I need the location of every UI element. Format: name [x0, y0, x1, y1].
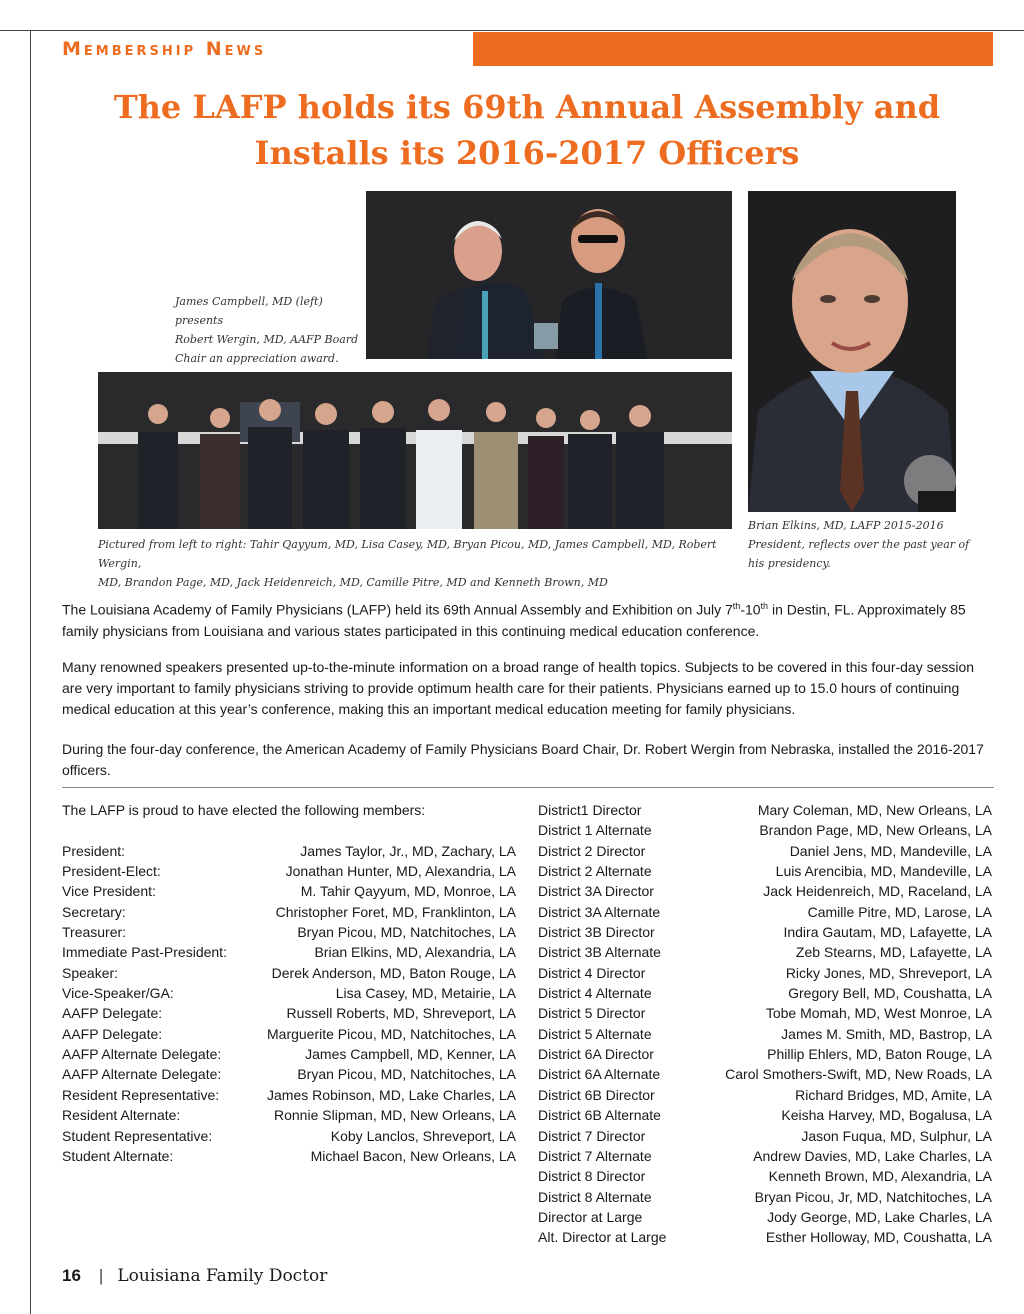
district-row: [538, 963, 992, 983]
officer-row-name: Lisa Casey, MD, Metairie, LA: [335, 985, 516, 1002]
headline-line-1: The LAFP holds its 69th Annual Assembly and: [113, 88, 941, 126]
group-photo: [98, 372, 732, 529]
left-margin-rule: [30, 30, 31, 1314]
officer-row-role: Secretary:: [62, 903, 126, 920]
officer-row-role: President:: [62, 842, 126, 859]
officer-row: [62, 1003, 516, 1023]
officer-row-name: Christopher Foret, MD, Franklinton, LA: [275, 903, 516, 920]
officer-row: [62, 963, 516, 983]
district-row-name: Zeb Stearns, MD, Lafayette, LA: [795, 944, 992, 961]
district-row-name: Daniel Jens, MD, Mandeville, LA: [789, 842, 992, 859]
district-row: [538, 1024, 992, 1044]
district-row-role: District 3B Alternate: [538, 944, 661, 961]
district-row: [538, 922, 992, 942]
officer-row-role: Resident Alternate:: [62, 1107, 181, 1124]
district-row: [538, 902, 992, 922]
district-row-name: James M. Smith, MD, Bastrop, LA: [781, 1025, 992, 1042]
district-row-role: District 6B Alternate: [538, 1107, 661, 1124]
officer-row: [62, 841, 516, 861]
district-row-role: District 6B Director: [538, 1086, 655, 1103]
district-row-name: Carol Smothers-Swift, MD, New Roads, LA: [725, 1066, 992, 1083]
district-row-name: Phillip Ehlers, MD, Baton Rouge, LA: [767, 1046, 992, 1063]
district-row-role: District 7 Alternate: [538, 1147, 652, 1164]
district-row-role: District 3A Alternate: [538, 903, 661, 920]
officer-row: [62, 922, 516, 942]
district-row: [538, 1207, 992, 1227]
officers-list: [62, 800, 516, 1166]
article-paragraph-1: The Louisiana Academy of Family Physicians (LAFP) held its 69th Annual Assembly and Exhibition on July 7th-10th in Destin, FL. Approximately 85 family physicians from Louisiana and various states participated in this continuing medical education conference.: [62, 601, 966, 639]
officer-row-role: Immediate Past-President:: [62, 944, 227, 961]
district-row: [538, 983, 992, 1003]
officer-row-role: Student Representative:: [62, 1127, 213, 1144]
officer-row: [62, 902, 516, 922]
officer-row-name: James Taylor, Jr., MD, Zachary, LA: [300, 842, 516, 859]
district-row-name: Jason Fuqua, MD, Sulphur, LA: [801, 1127, 992, 1144]
district-row: [538, 861, 992, 881]
district-row-role: District 2 Alternate: [538, 863, 652, 880]
award-photo: [366, 191, 732, 359]
district-row: [538, 1003, 992, 1023]
district-row-role: Alt. Director at Large: [538, 1229, 667, 1246]
officer-row-role: AAFP Delegate:: [62, 1025, 163, 1042]
district-row: [538, 841, 992, 861]
officers-intro: The LAFP is proud to have elected the following members:: [62, 802, 426, 818]
district-row-role: District 4 Director: [538, 964, 646, 981]
district-row-name: Jody George, MD, Lake Charles, LA: [767, 1208, 992, 1225]
officer-rows: [62, 841, 516, 1167]
officer-row-role: Resident Representative:: [62, 1086, 220, 1103]
officer-row-name: Jonathan Hunter, MD, Alexandria, LA: [285, 863, 516, 880]
district-row: [538, 1085, 992, 1105]
officer-row-name: Bryan Picou, MD, Natchitoches, LA: [297, 924, 516, 941]
officer-row-role: Speaker:: [62, 964, 119, 981]
top-rule: [0, 30, 1024, 31]
footer-separator: |: [98, 1266, 104, 1285]
officer-row-name: Brian Elkins, MD, Alexandria, LA: [314, 944, 516, 961]
officer-row-name: Michael Bacon, New Orleans, LA: [310, 1147, 516, 1164]
page-footer: [62, 1266, 327, 1286]
page-number: 16: [62, 1266, 81, 1285]
district-row-role: District 3B Director: [538, 924, 655, 941]
elkins-photo-caption: Brian Elkins, MD, LAFP 2015-2016 President, reflects over the past year of his presidency.: [748, 519, 970, 570]
officer-row: [62, 942, 516, 962]
district-row: [538, 820, 992, 840]
officer-row: [62, 881, 516, 901]
officer-row: [62, 1146, 516, 1166]
group-photo-caption: Pictured from left to right: Tahir Qayyum, MD, Lisa Casey, MD, Bryan Picou, MD, James Campbell, MD, Robert Wergin, MD, Brandon Page, MD, Jack Heidenreich, MD, Camille Pitre, MD and Kenneth Brown, MD: [98, 538, 717, 589]
officer-row-name: Ronnie Slipman, MD, New Orleans, LA: [274, 1107, 516, 1124]
spacer: [62, 820, 516, 840]
officer-row: [62, 1105, 516, 1125]
officer-row-name: James Robinson, MD, Lake Charles, LA: [267, 1086, 516, 1103]
district-row: [538, 1146, 992, 1166]
district-row-name: Indira Gautam, MD, Lafayette, LA: [783, 924, 992, 941]
district-row-name: Luis Arencibia, MD, Mandeville, LA: [775, 863, 992, 880]
district-row-name: Jack Heidenreich, MD, Raceland, LA: [763, 883, 992, 900]
district-row-role: District 1 Alternate: [538, 822, 652, 839]
district-row-role: District 7 Director: [538, 1127, 646, 1144]
officer-row-name: James Campbell, MD, Kenner, LA: [305, 1046, 516, 1063]
district-row-role: District 5 Director: [538, 1005, 646, 1022]
district-row-name: Gregory Bell, MD, Coushatta, LA: [788, 985, 992, 1002]
district-list: [538, 800, 992, 1248]
district-row-name: Tobe Momah, MD, West Monroe, LA: [765, 1005, 992, 1022]
district-row-name: Keisha Harvey, MD, Bogalusa, LA: [781, 1107, 992, 1124]
officer-row: [62, 1064, 516, 1084]
district-row: [538, 1187, 992, 1207]
officer-row-role: President-Elect:: [62, 863, 161, 880]
district-row: [538, 942, 992, 962]
district-row-name: Bryan Picou, Jr, MD, Natchitoches, LA: [754, 1188, 992, 1205]
officer-row: [62, 1044, 516, 1064]
officer-row-name: Derek Anderson, MD, Baton Rouge, LA: [271, 964, 516, 981]
officer-row: [62, 983, 516, 1003]
article-paragraph-3: During the four-day conference, the American Academy of Family Physicians Board Chair, Dr. Robert Wergin from Nebraska, installed the 2016-2017 officers.: [62, 741, 984, 778]
officer-row: [62, 1024, 516, 1044]
district-row: [538, 1166, 992, 1186]
district-row: [538, 1064, 992, 1084]
district-row-role: District 6A Director: [538, 1046, 654, 1063]
award-photo-caption: James Campbell, MD (left) presents Robert Wergin, MD, AAFP Board Chair an appreciation award.: [175, 295, 359, 365]
district-row-name: Ricky Jones, MD, Shreveport, LA: [785, 964, 992, 981]
elkins-photo: [748, 191, 956, 512]
officer-row: [62, 861, 516, 881]
officer-row: [62, 1126, 516, 1146]
district-row-role: District 4 Alternate: [538, 985, 652, 1002]
district-row-name: Camille Pitre, MD, Larose, LA: [807, 903, 992, 920]
officer-row-role: AAFP Delegate:: [62, 1005, 163, 1022]
district-row-name: Kenneth Brown, MD, Alexandria, LA: [768, 1168, 992, 1185]
district-row-role: District 2 Director: [538, 842, 646, 859]
district-row-role: District1 Director: [538, 802, 642, 818]
officer-row-role: AAFP Alternate Delegate:: [62, 1066, 222, 1083]
officer-row-name: Russell Roberts, MD, Shreveport, LA: [286, 1005, 516, 1022]
header-accent-bar: [473, 32, 993, 66]
district-row-role: District 8 Alternate: [538, 1188, 652, 1205]
section-divider: [62, 787, 994, 788]
district-row-name: Esther Holloway, MD, Coushatta, LA: [765, 1229, 992, 1246]
officer-row-role: AAFP Alternate Delegate:: [62, 1046, 222, 1063]
officer-row-name: Koby Lanclos, Shreveport, LA: [330, 1127, 516, 1144]
district-row: [538, 1227, 992, 1247]
publication-name: Louisiana Family Doctor: [117, 1266, 328, 1286]
article-paragraph-2: Many renowned speakers presented up-to-the-minute information on a broad range of health topics. Subjects to be covered in this four-day session are very important to family physicians striving to provide optimum health care for their patients. Physicians earned up to 15.0 hours of continuing medical education at this year’s conference, making this an important medical education meeting for family physicians.: [62, 659, 975, 717]
officer-row-role: Vice-Speaker/GA:: [62, 985, 174, 1002]
section-label: Membership News: [62, 38, 267, 60]
district-row-name: Andrew Davies, MD, Lake Charles, LA: [753, 1147, 992, 1164]
district-row: [538, 1105, 992, 1125]
district-row: [538, 881, 992, 901]
district-row: [538, 800, 992, 820]
district-row-role: Director at Large: [538, 1208, 643, 1225]
officer-row-name: Marguerite Picou, MD, Natchitoches, LA: [267, 1025, 516, 1042]
district-row-role: District 5 Alternate: [538, 1025, 652, 1042]
officer-row: [62, 1085, 516, 1105]
officer-row-name: Bryan Picou, MD, Natchitoches, LA: [297, 1066, 516, 1083]
page-title: [62, 84, 992, 176]
district-row-name: Brandon Page, MD, New Orleans, LA: [759, 822, 992, 839]
district-row: [538, 1044, 992, 1064]
district-row-name: Richard Bridges, MD, Amite, LA: [795, 1086, 992, 1103]
officer-row-role: Vice President:: [62, 883, 156, 900]
district-row-role: District 6A Alternate: [538, 1066, 661, 1083]
officer-row-name: M. Tahir Qayyum, MD, Monroe, LA: [300, 883, 516, 900]
headline-line-2: Installs its 2016-2017 Officers: [254, 134, 800, 172]
officer-row-role: Student Alternate:: [62, 1147, 174, 1164]
district-row: [538, 1126, 992, 1146]
district-row-role: District 3A Director: [538, 883, 654, 900]
officer-row-role: Treasurer:: [62, 924, 127, 941]
district-row-role: District 8 Director: [538, 1168, 646, 1185]
district-row-name: Mary Coleman, MD, New Orleans, LA: [757, 802, 992, 818]
district-rows: [538, 800, 992, 1248]
